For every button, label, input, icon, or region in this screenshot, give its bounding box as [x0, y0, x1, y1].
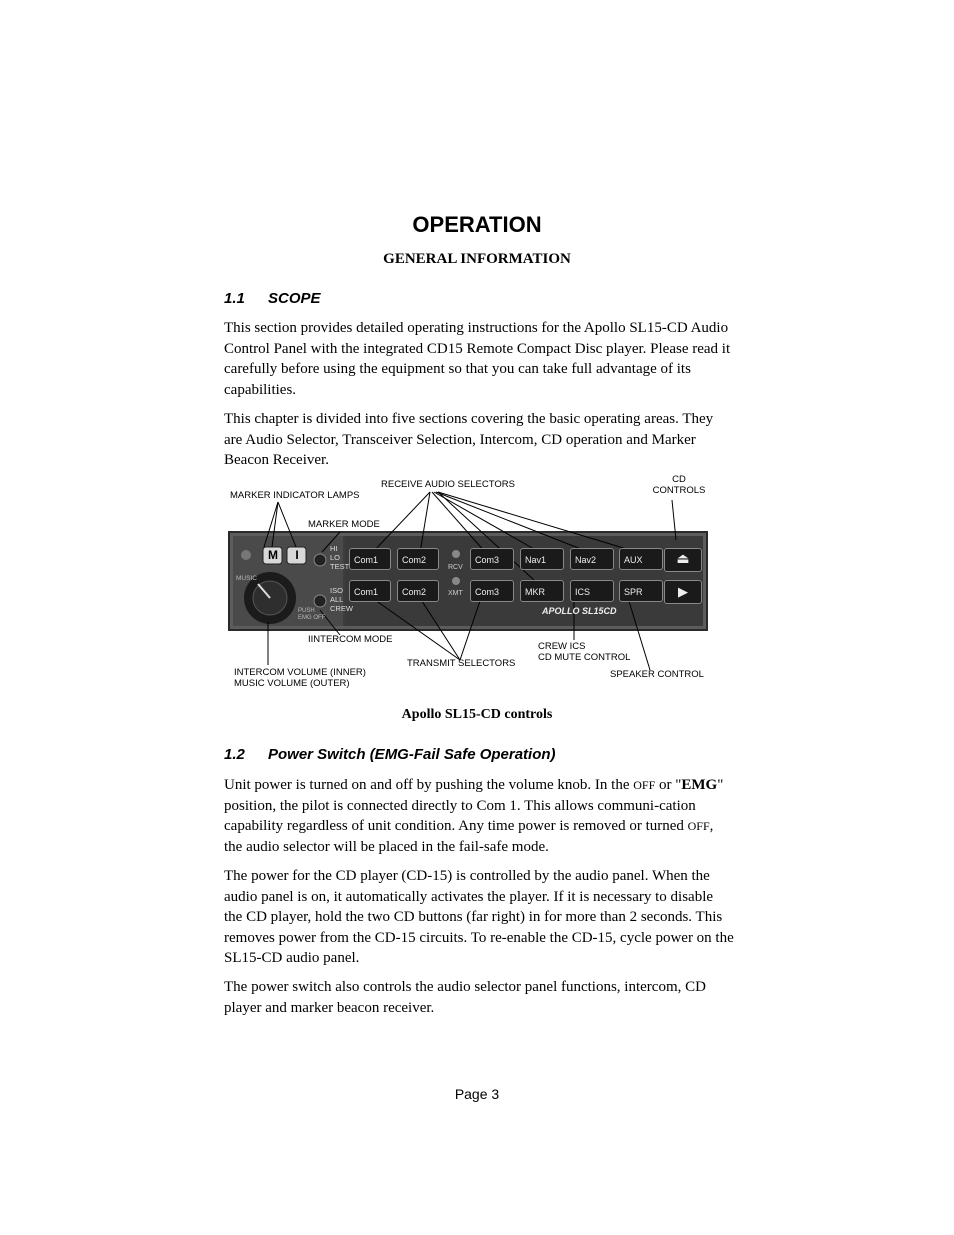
- marker-switch-labels: HI LO TEST: [330, 544, 350, 571]
- label-volume: INTERCOM VOLUME (INNER) MUSIC VOLUME (OUTER): [234, 667, 366, 689]
- paragraph-power-3: The power switch also controls the audio selector panel functions, intercom, CD player and marker beacon receiver.: [224, 979, 706, 1016]
- marker-mode-switch[interactable]: [314, 554, 326, 566]
- label-speaker-control: SPEAKER CONTROL: [610, 669, 704, 680]
- marker-button-mkr[interactable]: MKR: [520, 580, 564, 602]
- label-receive-audio-selectors: RECEIVE AUDIO SELECTORS: [381, 479, 515, 490]
- panel-brand: APOLLO SL15CD: [542, 606, 617, 616]
- receive-button-nav2[interactable]: Nav2: [570, 548, 614, 570]
- paragraph-scope-1: This section provides detailed operating instructions for the Apollo SL15-CD Audio Control Panel with the integrated CD15 Remote Compact Disc player. Please read it carefully before using the equipment so that you can take full advantage of its capabilities.: [224, 320, 731, 398]
- figure-caption: Apollo SL15-CD controls: [401, 707, 553, 722]
- paragraph-scope-2: This chapter is divided into five sections covering the basic operating areas. They are Audio Selector, Transceiver Selection, Intercom, CD operation and Marker Beacon Receiver.: [224, 411, 714, 468]
- label-marker-indicator-lamps: MARKER INDICATOR LAMPS: [230, 490, 360, 501]
- page-title: OPERATION: [412, 212, 542, 237]
- figure-sl15cd-controls: [0, 470, 954, 700]
- section-title: Power Switch (EMG-Fail Safe Operation): [268, 746, 556, 763]
- lamp-i-label: I: [295, 548, 299, 562]
- cd-play-icon[interactable]: ▶: [664, 580, 702, 604]
- rcv-label: RCV: [448, 564, 463, 571]
- cd-eject-icon[interactable]: ⏏: [664, 548, 702, 572]
- push-emg-label: PUSH EMG OFF: [298, 608, 326, 621]
- xmt-lamp: [452, 577, 460, 585]
- receive-button-com1[interactable]: Com1: [349, 548, 391, 570]
- xmt-label: XMT: [448, 590, 463, 597]
- label-crew-ics: CREW ICS CD MUTE CONTROL: [538, 641, 631, 663]
- receive-button-com3[interactable]: Com3: [470, 548, 514, 570]
- transmit-button-com3[interactable]: Com3: [470, 580, 514, 602]
- label-transmit-selectors: TRANSMIT SELECTORS: [407, 658, 516, 669]
- transmit-button-com2[interactable]: Com2: [397, 580, 439, 602]
- intercom-mode-switch[interactable]: [314, 595, 326, 607]
- transmit-button-com1[interactable]: Com1: [349, 580, 391, 602]
- paragraph-power-1: Unit power is turned on and off by pushing the volume knob. In the OFF or "EMG" position, the pilot is connected directly to Com 1. This allows communi-cation capability regardless of unit condition. Any time power is removed or turned OFF, the audio selector will be placed in the fail-safe mode.: [224, 777, 724, 855]
- section-title: SCOPE: [268, 290, 321, 307]
- receive-button-nav1[interactable]: Nav1: [520, 548, 564, 570]
- label-marker-mode: MARKER MODE: [308, 519, 380, 530]
- section-heading-power-switch: [224, 746, 556, 763]
- section-subtitle: GENERAL INFORMATION: [383, 251, 571, 267]
- page-number: Page 3: [454, 1086, 500, 1102]
- rcv-lamp: [452, 550, 460, 558]
- speaker-button-spr[interactable]: SPR: [619, 580, 663, 602]
- crew-ics-button[interactable]: ICS: [570, 580, 614, 602]
- intercom-switch-labels: ISO ALL CREW: [330, 586, 353, 613]
- receive-button-com2[interactable]: Com2: [397, 548, 439, 570]
- label-cd-controls: CD CONTROLS: [652, 474, 706, 496]
- label-intercom-mode: IINTERCOM MODE: [308, 634, 393, 645]
- section-number: 1.1: [224, 290, 245, 307]
- lamp-m-label: M: [268, 548, 278, 562]
- music-label: MUSIC: [236, 575, 257, 582]
- section-heading-scope: [224, 290, 321, 307]
- section-number: 1.2: [224, 746, 245, 763]
- paragraph-power-2: The power for the CD player (CD-15) is controlled by the audio panel. When the audio panel is on, it automatically activates the player. If it is necessary to disable the CD player, hold the two CD buttons (far right) in for more than 2 seconds. This removes power from the CD-15 circuits. To re-enable the CD-15, cycle power on the SL15-CD audio panel.: [224, 868, 734, 966]
- receive-button-aux[interactable]: AUX: [619, 548, 663, 570]
